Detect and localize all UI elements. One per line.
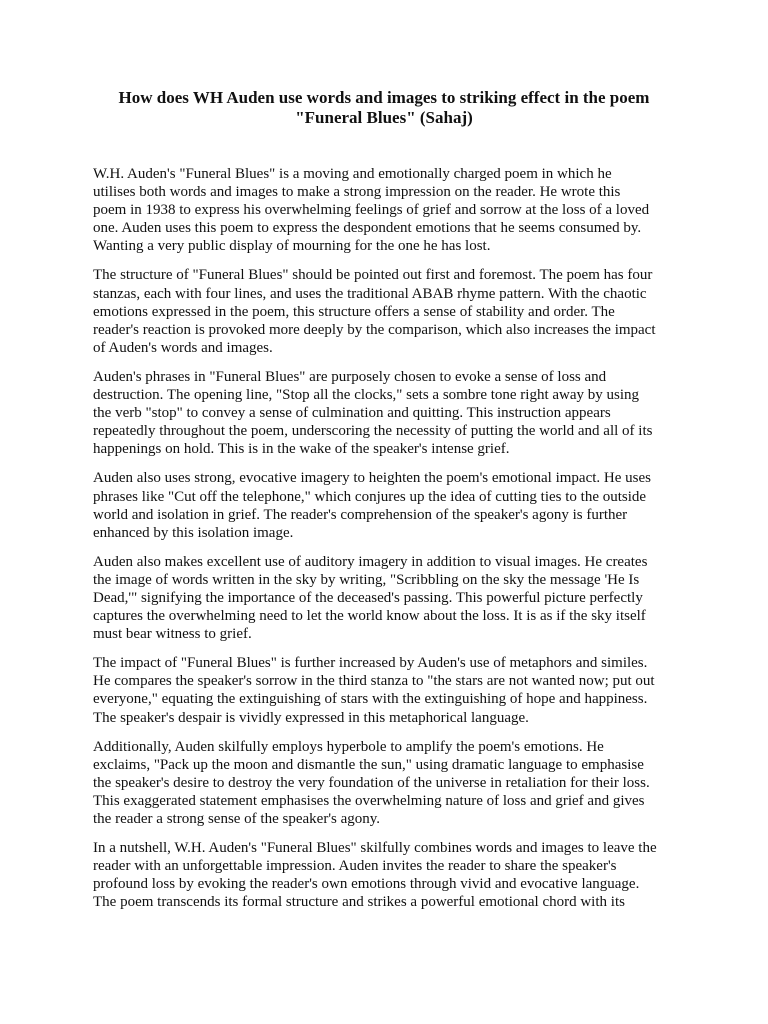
- text-line: of Auden's words and images.: [93, 339, 273, 356]
- text-line: The impact of "Funeral Blues" is further increased by Auden's use of metaphors and similes.: [93, 655, 648, 672]
- text-line: the reader a strong sense of the speaker's agony.: [93, 811, 381, 827]
- text-line: Auden also makes excellent use of auditory imagery in addition to visual images. He creates: [93, 553, 648, 570]
- text-line: captures the overwhelming need to let the world know about the loss. It is as if the sky itself: [93, 608, 646, 625]
- text-line: W.H. Auden's "Funeral Blues" is a moving and emotionally charged poem in which he: [93, 166, 612, 182]
- text-line: phrases like "Cut off the telephone," which conjures up the idea of cutting ties to the outside: [93, 488, 647, 505]
- paragraph-hyperbole: [93, 738, 683, 828]
- paragraph-conclusion: [93, 839, 683, 911]
- text-line: stanzas, each with four lines, and uses the traditional ABAB rhyme pattern. With the chaotic: [93, 285, 647, 302]
- text-line: world and isolation in grief. The reader's comprehension of the speaker's agony is further: [93, 506, 628, 523]
- title-line: "Funeral Blues" (Sahaj): [295, 108, 473, 127]
- text-line: poem in 1938 to express his overwhelming feelings of grief and sorrow at the loss of a loved: [93, 202, 650, 219]
- text-line: destruction. The opening line, "Stop all the clocks," sets a sombre tone right away by using: [93, 387, 640, 404]
- page-title: [90, 88, 678, 128]
- text-line: enhanced by this isolation image.: [93, 524, 294, 541]
- text-line: reader with an unforgettable impression. Auden invites the reader to share the speaker's: [93, 858, 617, 875]
- text-line: one. Auden uses this poem to express the despondent emotions that he seems consumed by.: [93, 220, 642, 237]
- paragraph-imagery: [93, 469, 683, 541]
- text-line: reader's reaction is provoked more deeply by the comparison, which also increases the impact: [93, 321, 656, 338]
- text-line: Auden also uses strong, evocative imagery to heighten the poem's emotional impact. He uses: [93, 470, 651, 487]
- text-line: In a nutshell, W.H. Auden's "Funeral Blues" skilfully combines words and images to leave the: [93, 840, 657, 857]
- paragraph-phrases: [93, 368, 683, 458]
- text-line: The poem transcends its formal structure and strikes a powerful emotional chord with its: [93, 894, 625, 911]
- text-line: the speaker's desire to destroy the very foundation of the universe in retaliation for their loss.: [93, 774, 650, 791]
- essay-body: [93, 165, 683, 922]
- paragraph-auditory: [93, 553, 683, 643]
- text-line: Wanting a very public display of mourning for the one he has lost.: [93, 238, 491, 255]
- text-line: everyone," equating the extinguishing of stars with the extinguishing of hope and happiness.: [93, 691, 648, 708]
- text-line: happenings on hold. This is in the wake of the speaker's intense grief.: [93, 441, 510, 458]
- text-line: exclaims, "Pack up the moon and dismantle the sun," using dramatic language to emphasise: [93, 756, 644, 773]
- text-line: Additionally, Auden skilfully employs hyperbole to amplify the poem's emotions. He: [93, 738, 604, 755]
- text-line: Auden's phrases in "Funeral Blues" are purposely chosen to evoke a sense of loss and: [93, 368, 607, 385]
- paragraph-metaphors: [93, 654, 683, 726]
- text-line: emotions expressed in the poem, this structure offers a sense of stability and order. The: [93, 303, 615, 320]
- text-line: The speaker's despair is vividly expressed in this metaphorical language.: [93, 709, 529, 726]
- text-line: the verb "stop" to convey a sense of culmination and quitting. This instruction appears: [93, 405, 611, 422]
- text-line: This exaggerated statement emphasises the overwhelming nature of loss and grief and gives: [93, 792, 645, 809]
- text-line: utilises both words and images to make a strong impression on the reader. He wrote this: [93, 184, 621, 201]
- text-line: must bear witness to grief.: [93, 626, 252, 643]
- text-line: profound loss by evoking the reader's own emotions through vivid and evocative language.: [93, 876, 640, 893]
- text-line: repeatedly throughout the poem, underscoring the necessity of putting the world and all of its: [93, 423, 653, 440]
- text-line: The structure of "Funeral Blues" should be pointed out first and foremost. The poem has four: [93, 267, 653, 284]
- text-line: the image of words written in the sky by writing, "Scribbling on the sky the message 'He Is: [93, 571, 640, 588]
- paragraph-structure: [93, 266, 683, 356]
- text-line: He compares the speaker's sorrow in the third stanza to "the stars are not wanted now; put out: [93, 673, 655, 690]
- title-line: How does WH Auden use words and images to striking effect in the poem: [118, 88, 650, 107]
- text-line: Dead,'" signifying the importance of the deceased's passing. This powerful picture perfectly: [93, 589, 643, 606]
- paragraph-introduction: [93, 165, 683, 255]
